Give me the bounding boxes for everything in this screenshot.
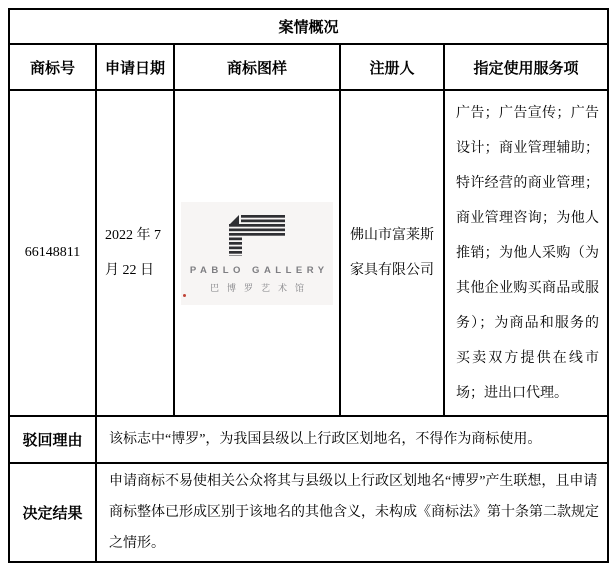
col-header-registrant: 注册人 [340, 44, 444, 90]
logo-red-dot-artifact [183, 294, 186, 297]
table-title: 案情概况 [9, 9, 608, 44]
record-row [9, 90, 608, 416]
registrant-name: 佛山市富莱斯家具有限公司 [340, 90, 444, 416]
rejection-reason-content: 该标志中“博罗”，为我国县级以上行政区划地名，不得作为商标使用。 [96, 416, 608, 463]
logo-chinese-text: 巴博罗艺术馆 [209, 282, 312, 293]
trademark-image-cell [174, 90, 340, 416]
application-date: 2022 年 7 月 22 日 [96, 90, 174, 416]
rejection-reason-label: 驳回理由 [9, 416, 96, 463]
designated-services: 广告；广告宣传；广告设计；商业管理辅助；特许经营的商业管理；商业管理咨询；为他人推销；为他人采购（为其他企业购买商品或服务）；为商品和服务的买卖双方提供在线市场；进出口代理。 [444, 90, 608, 416]
decision-result-row [9, 463, 608, 562]
col-header-trademark-no: 商标号 [9, 44, 96, 90]
col-header-services: 指定使用服务项 [444, 44, 608, 90]
decision-result-content: 申请商标不易使相关公众将其与县级以上行政区划地名“博罗”产生联想，且申请商标整体已形成区别于该地名的其他含义，未构成《商标法》第十条第二款规定之情形。 [96, 463, 608, 562]
col-header-apply-date: 申请日期 [96, 44, 174, 90]
decision-result-label: 决定结果 [9, 463, 96, 562]
col-header-mark-image: 商标图样 [174, 44, 340, 90]
header-row [9, 44, 608, 90]
pablo-gallery-logo [181, 202, 333, 305]
rejection-reason-row [9, 416, 608, 463]
logo-latin-text: PABLO GALLERY [189, 264, 329, 276]
title-row [9, 9, 608, 44]
striped-p-logo-icon [229, 215, 285, 256]
trademark-number: 66148811 [9, 90, 96, 416]
case-overview-table [8, 8, 609, 563]
